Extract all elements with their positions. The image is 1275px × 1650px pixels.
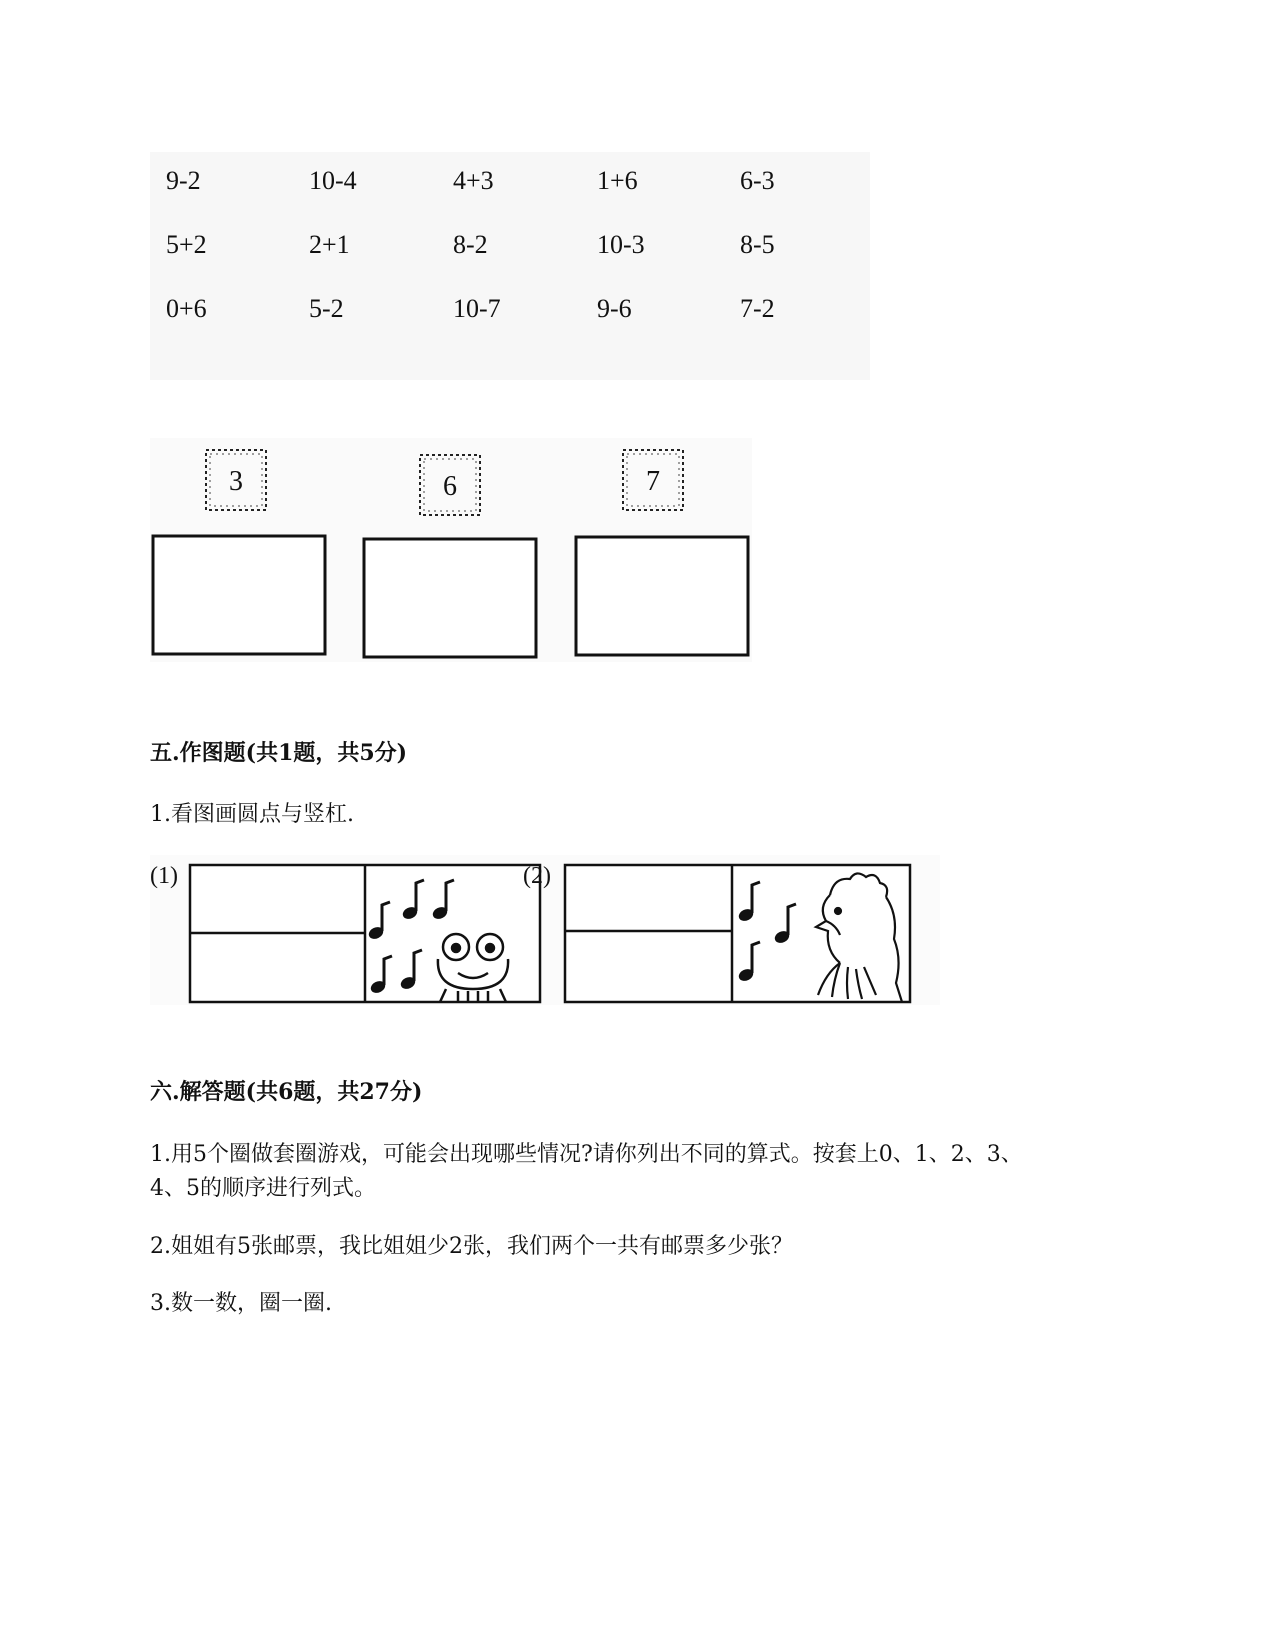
answer-box-1 <box>153 536 325 654</box>
section-6-title: 六.解答题(共6题，共27分) <box>150 1079 423 1105</box>
equation-r1c1: 9-2 <box>166 166 201 195</box>
equation-r1c2: 10-4 <box>309 166 357 195</box>
equation-r2c2: 2+1 <box>309 230 350 259</box>
equation-r2c3: 8-2 <box>453 230 488 259</box>
answer-box-2 <box>364 539 536 657</box>
tile-6-label: 6 <box>443 471 457 502</box>
section-5-question-1: 1.看图画圆点与竖杠. <box>150 802 354 827</box>
equation-r2c1: 5+2 <box>166 230 207 259</box>
equation-r3c3: 10-7 <box>453 294 501 323</box>
equation-r2c5: 8-5 <box>740 230 775 259</box>
section-5-title: 五.作图题(共1题，共5分) <box>150 740 408 766</box>
section-6-question-3: 3.数一数，圈一圈. <box>150 1291 332 1316</box>
equation-r1c5: 6-3 <box>740 166 775 195</box>
music-figure-svg <box>150 855 940 1005</box>
number-box-svg <box>150 438 752 662</box>
section-6-question-1-line1: 1.用5个圈做套圈游戏，可能会出现哪些情况?请你列出不同的算式。按套上0、1、2、3、 <box>150 1142 1023 1167</box>
equation-r3c4: 9-6 <box>597 294 632 323</box>
tile-3-label: 3 <box>229 466 243 497</box>
figure-label-2: (2) <box>523 863 551 889</box>
equation-grid <box>150 152 870 380</box>
equation-r2c4: 10-3 <box>597 230 645 259</box>
equation-r1c4: 1+6 <box>597 166 638 195</box>
tile-3 <box>206 450 266 510</box>
section-6-question-2: 2.姐姐有5张邮票，我比姐姐少2张，我们两个一共有邮票多少张？ <box>150 1234 793 1259</box>
tile-7-label: 7 <box>646 466 660 497</box>
equation-r3c1: 0+6 <box>166 294 207 323</box>
answer-box-3 <box>576 537 748 655</box>
figure-label-1: (1) <box>150 863 178 889</box>
tile-7 <box>623 450 683 510</box>
tile-6 <box>420 455 480 515</box>
section-6-question-1-line2: 4、5的顺序进行列式。 <box>150 1176 376 1201</box>
music-figure <box>150 855 940 1005</box>
equation-r3c5: 7-2 <box>740 294 775 323</box>
equation-r3c2: 5-2 <box>309 294 344 323</box>
equation-r1c3: 4+3 <box>453 166 494 195</box>
number-box-figure <box>150 438 752 662</box>
